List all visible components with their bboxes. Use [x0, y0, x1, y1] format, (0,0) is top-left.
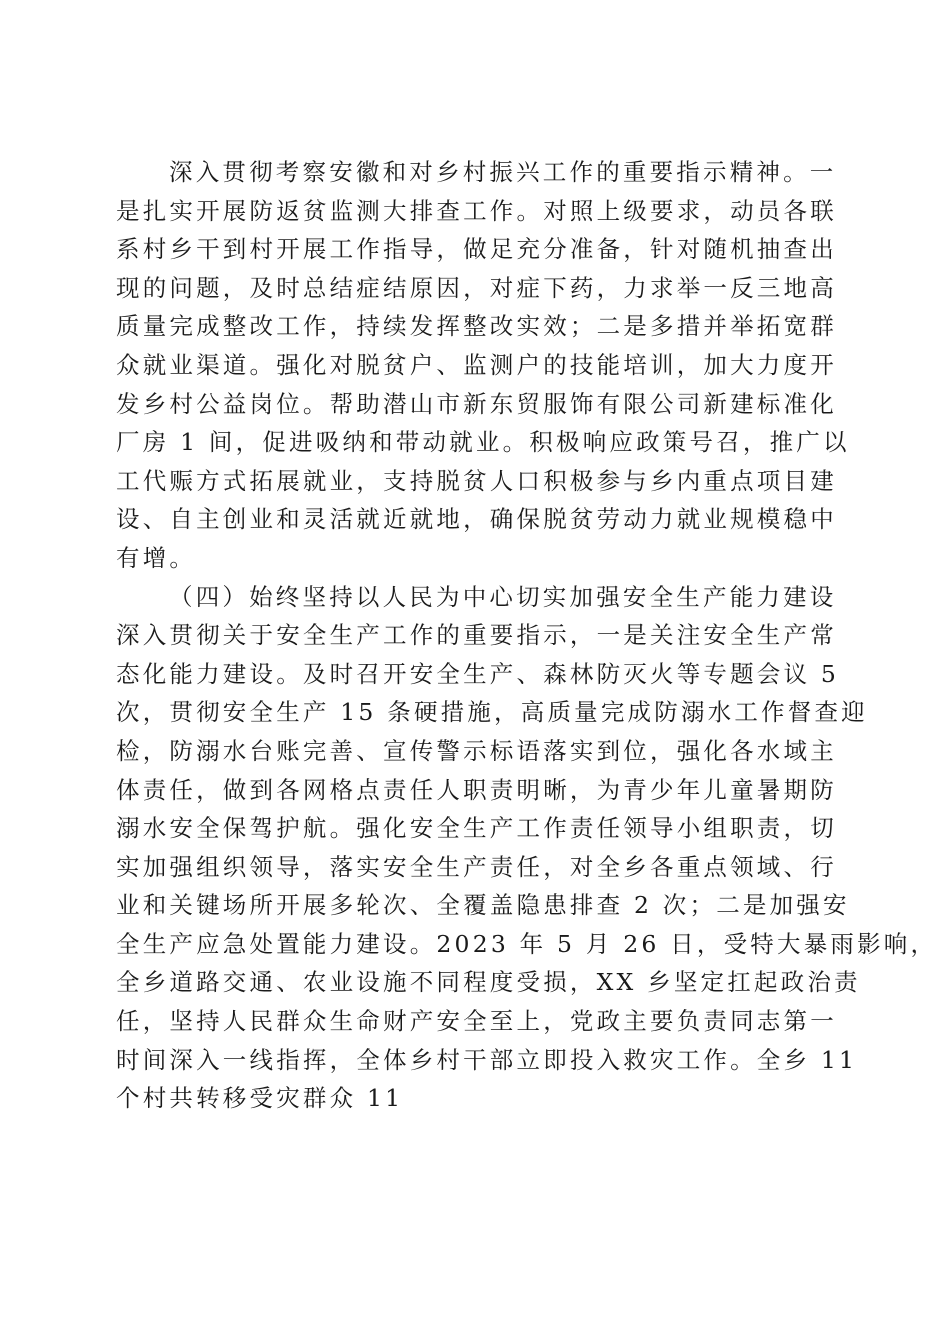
paragraph-line: 有增。 [116, 543, 197, 572]
paragraph-line: 态化能力建设。及时召开安全生产、森林防灭火等专题会议 5 [116, 659, 840, 688]
document-body [116, 153, 938, 1118]
paragraph-line: 现的问题，及时总结症结原因，对症下药，力求举一反三地高 [116, 273, 837, 302]
paragraph-line: 厂房 1 间，促进吸纳和带动就业。积极响应政策号召，推广以 [116, 428, 850, 457]
section-heading: （四）始终坚持以人民为中心切实加强安全生产能力建设 [169, 582, 837, 611]
paragraph-line: 深入贯彻关于安全生产工作的重要指示，一是关注安全生产常 [116, 621, 837, 650]
paragraph-line: 时间深入一线指挥，全体乡村干部立即投入救灾工作。全乡 11 [116, 1045, 858, 1074]
paragraph-line: 次，贯彻安全生产 15 条硬措施，高质量完成防溺水工作督查迎 [116, 698, 868, 727]
paragraph-line: 发乡村公益岗位。帮助潜山市新东贸服饰有限公司新建标准化 [116, 389, 837, 418]
paragraph-line: 全乡道路交通、农业设施不同程度受损，XX 乡坚定扛起政治责 [116, 968, 861, 997]
paragraph-line: 质量完成整改工作，持续发挥整改实效；二是多措并举拓宽群 [116, 312, 837, 341]
paragraph-line: 业和关键场所开展多轮次、全覆盖隐患排查 2 次；二是加强安 [116, 891, 850, 920]
paragraph-line: 任，坚持人民群众生命财产安全至上，党政主要负责同志第一 [116, 1007, 837, 1036]
paragraph-line: 是扎实开展防返贫监测大排查工作。对照上级要求，动员各联 [116, 196, 837, 225]
paragraph-line: 设、自主创业和灵活就近就地，确保脱贫劳动力就业规模稳中 [116, 505, 837, 534]
paragraph-line: 检，防溺水台账完善、宣传警示标语落实到位，强化各水域主 [116, 736, 837, 765]
paragraph-line: 实加强组织领导，落实安全生产责任，对全乡各重点领域、行 [116, 852, 837, 881]
paragraph-line: 深入贯彻考察安徽和对乡村振兴工作的重要指示精神。一 [169, 158, 837, 186]
paragraph-line: 个村共转移受灾群众 11 [116, 1084, 404, 1113]
paragraph-line: 工代赈方式拓展就业，支持脱贫人口积极参与乡内重点项目建 [116, 466, 837, 495]
paragraph-line: 系村乡干到村开展工作指导，做足充分准备，针对随机抽查出 [116, 235, 837, 264]
paragraph-line: 体责任，做到各网格点责任人职责明晰，为青少年儿童暑期防 [116, 775, 837, 804]
paragraph-line: 全生产应急处置能力建设。2023 年 5 月 26 日，受特大暴雨影响， [116, 929, 938, 958]
paragraph-line: 溺水安全保驾护航。强化安全生产工作责任领导小组职责，切 [116, 814, 837, 843]
paragraph-line: 众就业渠道。强化对脱贫户、监测户的技能培训，加大力度开 [116, 350, 837, 379]
